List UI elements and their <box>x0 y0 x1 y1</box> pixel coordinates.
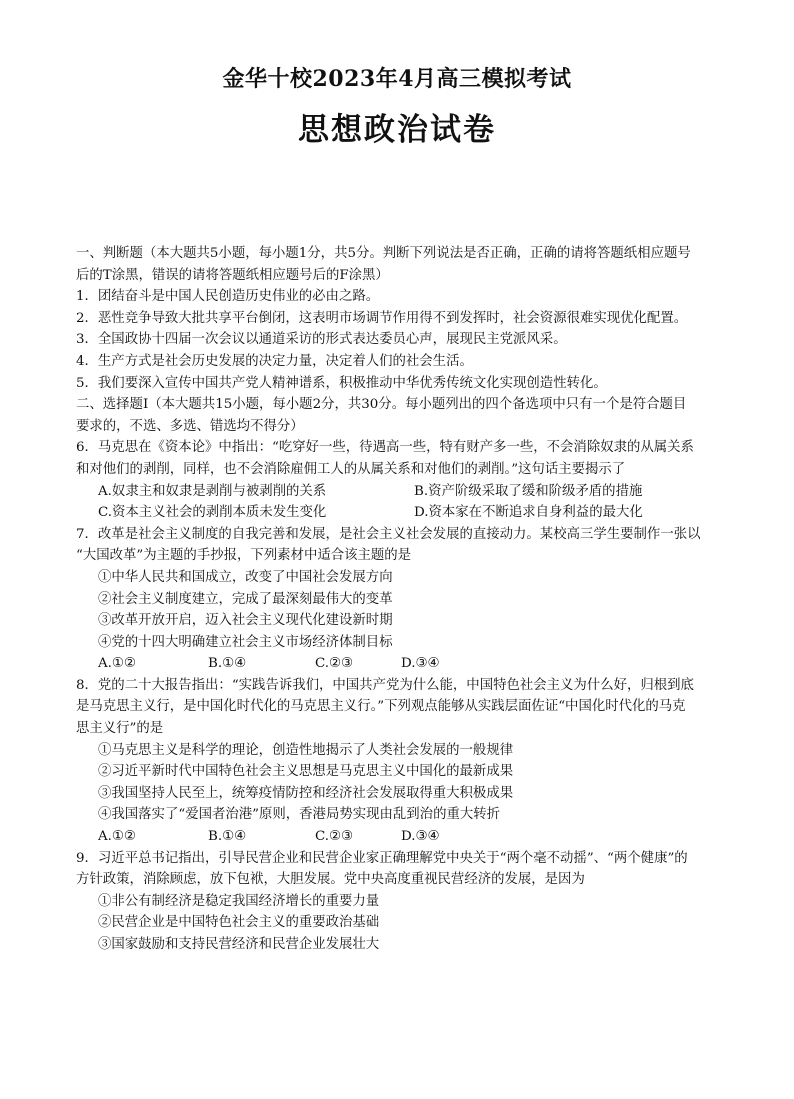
section1-heading-line1: 一、判断题（本大题共5小题，每小题1分，共5分。判断下列说法是否正确，正确的请将答题纸相应题号 <box>76 246 691 261</box>
q7-statement-3: ③改革开放开启，迈入社会主义现代化建设新时期 <box>98 613 393 629</box>
q8-statement-2: ②习近平新时代中国特色社会主义思想是马克思主义中国化的最新成果 <box>98 764 514 780</box>
exam-title: 金华十校2023年4月高三模拟考试 <box>222 66 572 92</box>
q6-stem-line2: 和对他们的剥削，同样，也不会消除雇佣工人的从属关系和对他们的剥削。”这句话主要揭示了 <box>76 461 626 477</box>
q8-options <box>76 826 748 848</box>
judge-item-4: 4．生产方式是社会历史发展的决定力量，决定着人们的社会生活。 <box>76 353 473 369</box>
q7-option-c: C.②③ <box>315 656 354 672</box>
q8-option-a: A.①② <box>98 829 136 845</box>
q6-option-c: C.资本主义社会的剥削本质未发生变化 <box>98 505 327 521</box>
q6-options-row2 <box>76 502 748 524</box>
q9-stem-line1: 9．习近平总书记指出，引导民营企业和民营企业家正确理解党中央关于“两个毫不动摇”、“两个健康”的 <box>76 850 688 866</box>
exam-subject-title: 思想政治试卷 <box>298 112 496 148</box>
q7-stem-line1: 7．改革是社会主义制度的自我完善和发展，是社会主义社会发展的直接动力。某校高三学生要制作一张以 <box>76 526 701 542</box>
q7-stem-line2: “大国改革”为主题的手抄报，下列素材中适合该主题的是 <box>76 548 412 564</box>
q8-statement-4: ④我国落实了“爱国者治港”原则，香港局势实现由乱到治的重大转折 <box>98 807 501 823</box>
q7-statement-4: ④党的十四大明确建立社会主义市场经济体制目标 <box>98 634 393 650</box>
section2-heading-line2: 要求的，不选、多选、错选均不得分） <box>76 418 304 434</box>
judge-item-3: 3．全国政协十四届一次会议以通道采访的形式表达委员心声，展现民主党派风采。 <box>76 332 567 348</box>
q7-option-b: B.①④ <box>208 656 247 672</box>
q8-option-d: D.③④ <box>401 829 440 845</box>
q6-option-d: D.资本家在不断追求自身利益的最大化 <box>414 505 643 521</box>
q9-stem-line2: 方针政策，消除顾虑，放下包袱，大胆发展。党中央高度重视民营经济的发展，是因为 <box>76 872 585 888</box>
q8-stem-line1: 8．党的二十大报告指出：“实践告诉我们，中国共产党为什么能，中国特色社会主义为什么好，归根到底 <box>76 677 694 693</box>
judge-item-2: 2．恶性竞争导致大批共享平台倒闭，这表明市场调节作用得不到发挥时，社会资源很难实现优化配置。 <box>76 310 688 326</box>
section2-heading-line1: 二、选择题Ⅰ（本大题共15小题，每小题2分，共30分。每小题列出的四个备选项中只有一个是符合题目 <box>76 397 687 413</box>
judge-item-1: 1．团结奋斗是中国人民创造历史伟业的必由之路。 <box>76 289 380 305</box>
q7-option-d: D.③④ <box>401 656 440 672</box>
q6-option-a: A.奴隶主和奴隶是剥削与被剥削的关系 <box>98 483 327 499</box>
q9-statement-2: ②民营企业是中国特色社会主义的重要政治基础 <box>98 915 380 931</box>
q8-stem-line3: 思主义行”的是 <box>76 721 164 737</box>
q6-options-row1 <box>76 481 748 503</box>
q7-statement-2: ②社会主义制度建立，完成了最深刻最伟大的变革 <box>98 591 393 607</box>
q9-statement-3: ③国家鼓励和支持民营经济和民营企业发展壮大 <box>98 937 380 952</box>
section1-heading-line2: 后的T涂黑，错误的请将答题纸相应题号后的F涂黑） <box>76 267 389 283</box>
exam-content <box>76 243 748 956</box>
q6-stem-line1: 6．马克思在《资本论》中指出：“吃穿好一些，待遇高一些，特有财产多一些，不会消除奴隶的从属关系 <box>76 440 694 456</box>
q8-statement-1: ①马克思主义是科学的理论，创造性地揭示了人类社会发展的一般规律 <box>98 742 514 758</box>
q8-statement-3: ③我国坚持人民至上，统筹疫情防控和经济社会发展取得重大积极成果 <box>98 785 514 801</box>
q7-statement-1: ①中华人民共和国成立，改变了中国社会发展方向 <box>98 569 393 585</box>
q7-options <box>76 653 748 675</box>
q7-option-a: A.①② <box>98 656 136 672</box>
q6-option-b: B.资产阶级采取了缓和阶级矛盾的措施 <box>414 483 643 499</box>
q8-stem-line2: 是马克思主义行，是中国化时代化的马克思主义行。”下列观点能够从实践层面佐证“中国化时代化的马克 <box>76 699 686 715</box>
judge-item-5: 5．我们要深入宣传中国共产党人精神谱系，积极推动中华优秀传统文化实现创造性转化。 <box>76 375 607 391</box>
q8-option-c: C.②③ <box>315 829 354 845</box>
q9-statement-1: ①非公有制经济是稳定我国经济增长的重要力量 <box>98 893 380 909</box>
q8-option-b: B.①④ <box>208 829 247 845</box>
